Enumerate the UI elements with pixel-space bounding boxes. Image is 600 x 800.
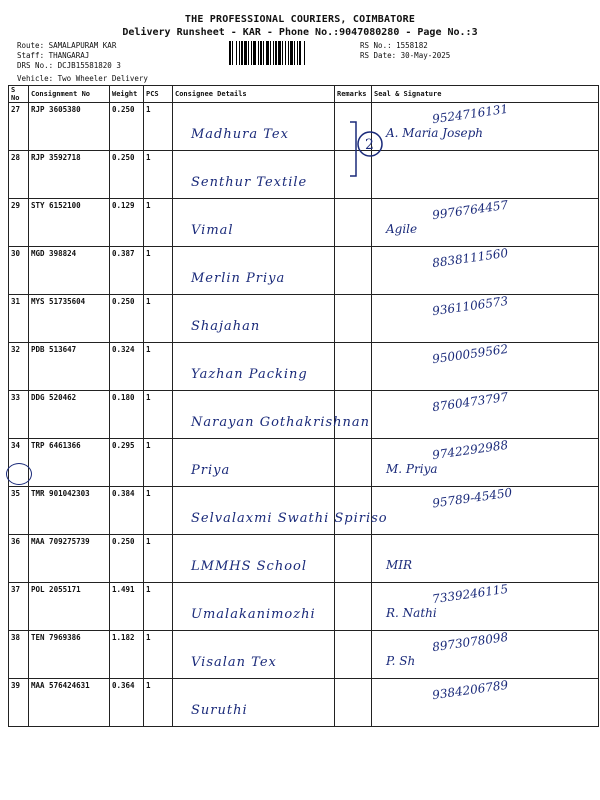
consignee-cell — [173, 343, 335, 391]
table-row — [9, 247, 599, 295]
weight-cell: 1.182 — [110, 631, 144, 679]
consignment-cell: MAA 576424631 — [29, 679, 110, 727]
signature-handwriting: MIR — [386, 558, 413, 572]
pcs-cell: 1 — [144, 391, 173, 439]
weight-cell: 0.364 — [110, 679, 144, 727]
signature-handwriting: A. Maria Joseph — [386, 126, 483, 140]
consignee-handwriting: Narayan Gothakrishnan — [191, 415, 371, 430]
consignment-cell: TRP 6461366 — [29, 439, 110, 487]
col-header-consignee: Consignee Details — [173, 86, 335, 103]
signature-cell — [372, 247, 599, 295]
consignee-cell — [173, 535, 335, 583]
signature-handwriting: P. Sh — [386, 654, 416, 668]
remarks-cell — [335, 679, 372, 727]
sno-cell: 37 — [9, 583, 29, 631]
remarks-cell — [335, 247, 372, 295]
runsheet-subtitle: Delivery Runsheet - KAR - Phone No.:9047080280 - Page No.:3 — [122, 27, 478, 38]
signature-phone: 7339246115 — [431, 581, 509, 607]
signature-cell — [372, 679, 599, 727]
remarks-mark-text: 2 — [365, 137, 374, 153]
consignee-cell — [173, 391, 371, 439]
sno-36-circle — [6, 463, 32, 485]
table-header-row — [9, 86, 599, 103]
pcs-cell: 1 — [144, 487, 173, 535]
remarks-cell — [335, 487, 372, 535]
consignment-cell: TEN 7969386 — [29, 631, 110, 679]
consignment-cell: POL 2055171 — [29, 583, 110, 631]
consignee-cell — [173, 631, 335, 679]
pcs-cell: 1 — [144, 343, 173, 391]
consignee-cell — [173, 487, 388, 535]
remarks-cell — [335, 631, 372, 679]
remarks-cell — [335, 343, 372, 391]
table-row — [9, 535, 599, 583]
signature-cell — [372, 535, 599, 583]
signature-phone: 9524716131 — [431, 101, 509, 127]
table-row — [9, 631, 599, 679]
signature-phone: 9976764457 — [431, 197, 509, 223]
sno-cell: 32 — [9, 343, 29, 391]
remarks-cell — [335, 439, 372, 487]
signature-phone: 9742292988 — [431, 437, 509, 463]
signature-handwriting: M. Priya — [386, 462, 438, 476]
col-header-consignment: Consignment No — [29, 86, 110, 103]
weight-cell: 0.387 — [110, 247, 144, 295]
signature-phone: 9361106573 — [431, 293, 509, 319]
consignment-cell: STY 6152100 — [29, 199, 110, 247]
weight-cell: 0.250 — [110, 535, 144, 583]
weight-cell: 0.250 — [110, 103, 144, 151]
col-header-pcs: PCS — [144, 86, 173, 103]
sno-cell: 33 — [9, 391, 29, 439]
consignee-cell — [173, 679, 335, 727]
remarks-cell — [335, 391, 372, 439]
table-row — [9, 391, 599, 439]
col-header-remarks: Remarks — [335, 86, 372, 103]
consignee-handwriting: Vimal — [191, 223, 234, 238]
signature-cell — [372, 391, 599, 439]
remarks-cell — [335, 295, 372, 343]
pcs-cell: 1 — [144, 535, 173, 583]
consignee-handwriting: Shajahan — [191, 319, 261, 334]
consignment-cell: RJP 3605380 — [29, 103, 110, 151]
staff-line: Staff: THANGARAJ — [17, 51, 90, 60]
weight-cell: 0.250 — [110, 151, 144, 199]
rs-no-line: RS No.: 1558182 — [360, 41, 428, 50]
consignee-handwriting: Priya — [191, 463, 231, 478]
signature-cell — [372, 151, 599, 199]
sno-cell: 28 — [9, 151, 29, 199]
company-title: THE PROFESSIONAL COURIERS, COIMBATORE — [184, 14, 416, 25]
sno-cell: 35 — [9, 487, 29, 535]
signature-cell — [372, 295, 599, 343]
table-row — [9, 295, 599, 343]
table-row — [9, 103, 599, 151]
signature-cell — [372, 439, 599, 487]
pcs-cell: 1 — [144, 631, 173, 679]
pcs-cell: 1 — [144, 295, 173, 343]
remarks-cell — [335, 583, 372, 631]
consignee-handwriting: Senthur Textile — [191, 175, 308, 190]
consignee-cell — [173, 295, 335, 343]
consignment-cell: MGD 398824 — [29, 247, 110, 295]
table-row — [9, 583, 599, 631]
consignment-cell: MAA 709275739 — [29, 535, 110, 583]
signature-phone: 8838111560 — [431, 245, 509, 271]
consignee-handwriting: Visalan Tex — [191, 655, 277, 670]
barcode — [229, 41, 356, 65]
consignee-handwriting: Suruthi — [191, 703, 248, 718]
consignee-cell — [173, 103, 335, 151]
delivery-table — [8, 85, 599, 727]
consignee-handwriting: Selvalaxmi Swathi Spiriso — [191, 511, 388, 526]
drs-line: DRS No.: DCJB15581820 3 — [17, 61, 121, 70]
pcs-cell: 1 — [144, 151, 173, 199]
route-line: Route: SAMALAPURAM KAR — [17, 41, 117, 50]
col-header-sno: S No — [9, 86, 29, 103]
consignee-handwriting: Yazhan Packing — [191, 367, 308, 382]
signature-cell — [372, 199, 599, 247]
sno-cell: 36 — [9, 535, 29, 583]
col-header-signature: Seal & Signature — [372, 86, 599, 103]
consignee-cell — [173, 247, 335, 295]
signature-cell — [372, 103, 599, 151]
signature-phone: 9384206789 — [431, 677, 509, 703]
signature-cell — [372, 631, 599, 679]
table-row — [9, 487, 599, 535]
consignee-cell — [173, 199, 335, 247]
consignee-cell — [173, 439, 335, 487]
signature-phone: 9500059562 — [431, 341, 509, 367]
sno-cell: 31 — [9, 295, 29, 343]
signature-cell — [372, 583, 599, 631]
weight-cell: 0.324 — [110, 343, 144, 391]
signature-phone: 8973078098 — [431, 629, 509, 655]
consignee-handwriting: Madhura Tex — [191, 127, 289, 142]
remarks-cell — [335, 199, 372, 247]
signature-handwriting: R. Nathi — [386, 606, 437, 620]
consignment-cell: DDG 520462 — [29, 391, 110, 439]
meta-left — [17, 41, 121, 71]
meta-right — [360, 41, 450, 61]
consignee-cell — [173, 151, 335, 199]
weight-cell: 0.180 — [110, 391, 144, 439]
table-row — [9, 343, 599, 391]
sno-cell: 39 — [9, 679, 29, 727]
sno-cell: 29 — [9, 199, 29, 247]
consignee-handwriting: Umalakanimozhi — [191, 607, 316, 622]
table-row — [9, 679, 599, 727]
pcs-cell: 1 — [144, 679, 173, 727]
pcs-cell: 1 — [144, 103, 173, 151]
sno-cell: 38 — [9, 631, 29, 679]
weight-cell: 0.129 — [110, 199, 144, 247]
consignment-cell: TMR 901042303 — [29, 487, 110, 535]
weight-cell: 0.384 — [110, 487, 144, 535]
consignment-cell: PDB 513647 — [29, 343, 110, 391]
signature-phone: 8760473797 — [431, 389, 509, 415]
weight-cell: 0.250 — [110, 295, 144, 343]
table-row — [9, 439, 599, 487]
vehicle-line: Vehicle: Two Wheeler Delivery — [17, 74, 148, 83]
consignment-cell: MYS 51735604 — [29, 295, 110, 343]
signature-handwriting: Agile — [386, 222, 418, 236]
pcs-cell: 1 — [144, 583, 173, 631]
signature-phone: 95789-45450 — [431, 485, 513, 511]
consignee-handwriting: Merlin Priya — [191, 271, 286, 286]
consignee-cell — [173, 583, 335, 631]
table-row — [9, 199, 599, 247]
pcs-cell: 1 — [144, 247, 173, 295]
col-header-weight: Weight — [110, 86, 144, 103]
consignee-handwriting: LMMHS School — [191, 559, 307, 574]
weight-cell: 0.295 — [110, 439, 144, 487]
barcode-bar — [305, 41, 306, 65]
sno-cell: 27 — [9, 103, 29, 151]
signature-cell — [372, 343, 599, 391]
pcs-cell: 1 — [144, 199, 173, 247]
rs-date-line: RS Date: 30-May-2025 — [360, 51, 451, 60]
remarks-cell — [335, 535, 372, 583]
sno-cell: 34 — [9, 439, 29, 487]
table-row — [9, 151, 599, 199]
consignment-cell: RJP 3592718 — [29, 151, 110, 199]
remarks-bracket-mark — [346, 120, 386, 180]
signature-cell — [372, 487, 599, 535]
weight-cell: 1.491 — [110, 583, 144, 631]
sno-cell: 30 — [9, 247, 29, 295]
pcs-cell: 1 — [144, 439, 173, 487]
